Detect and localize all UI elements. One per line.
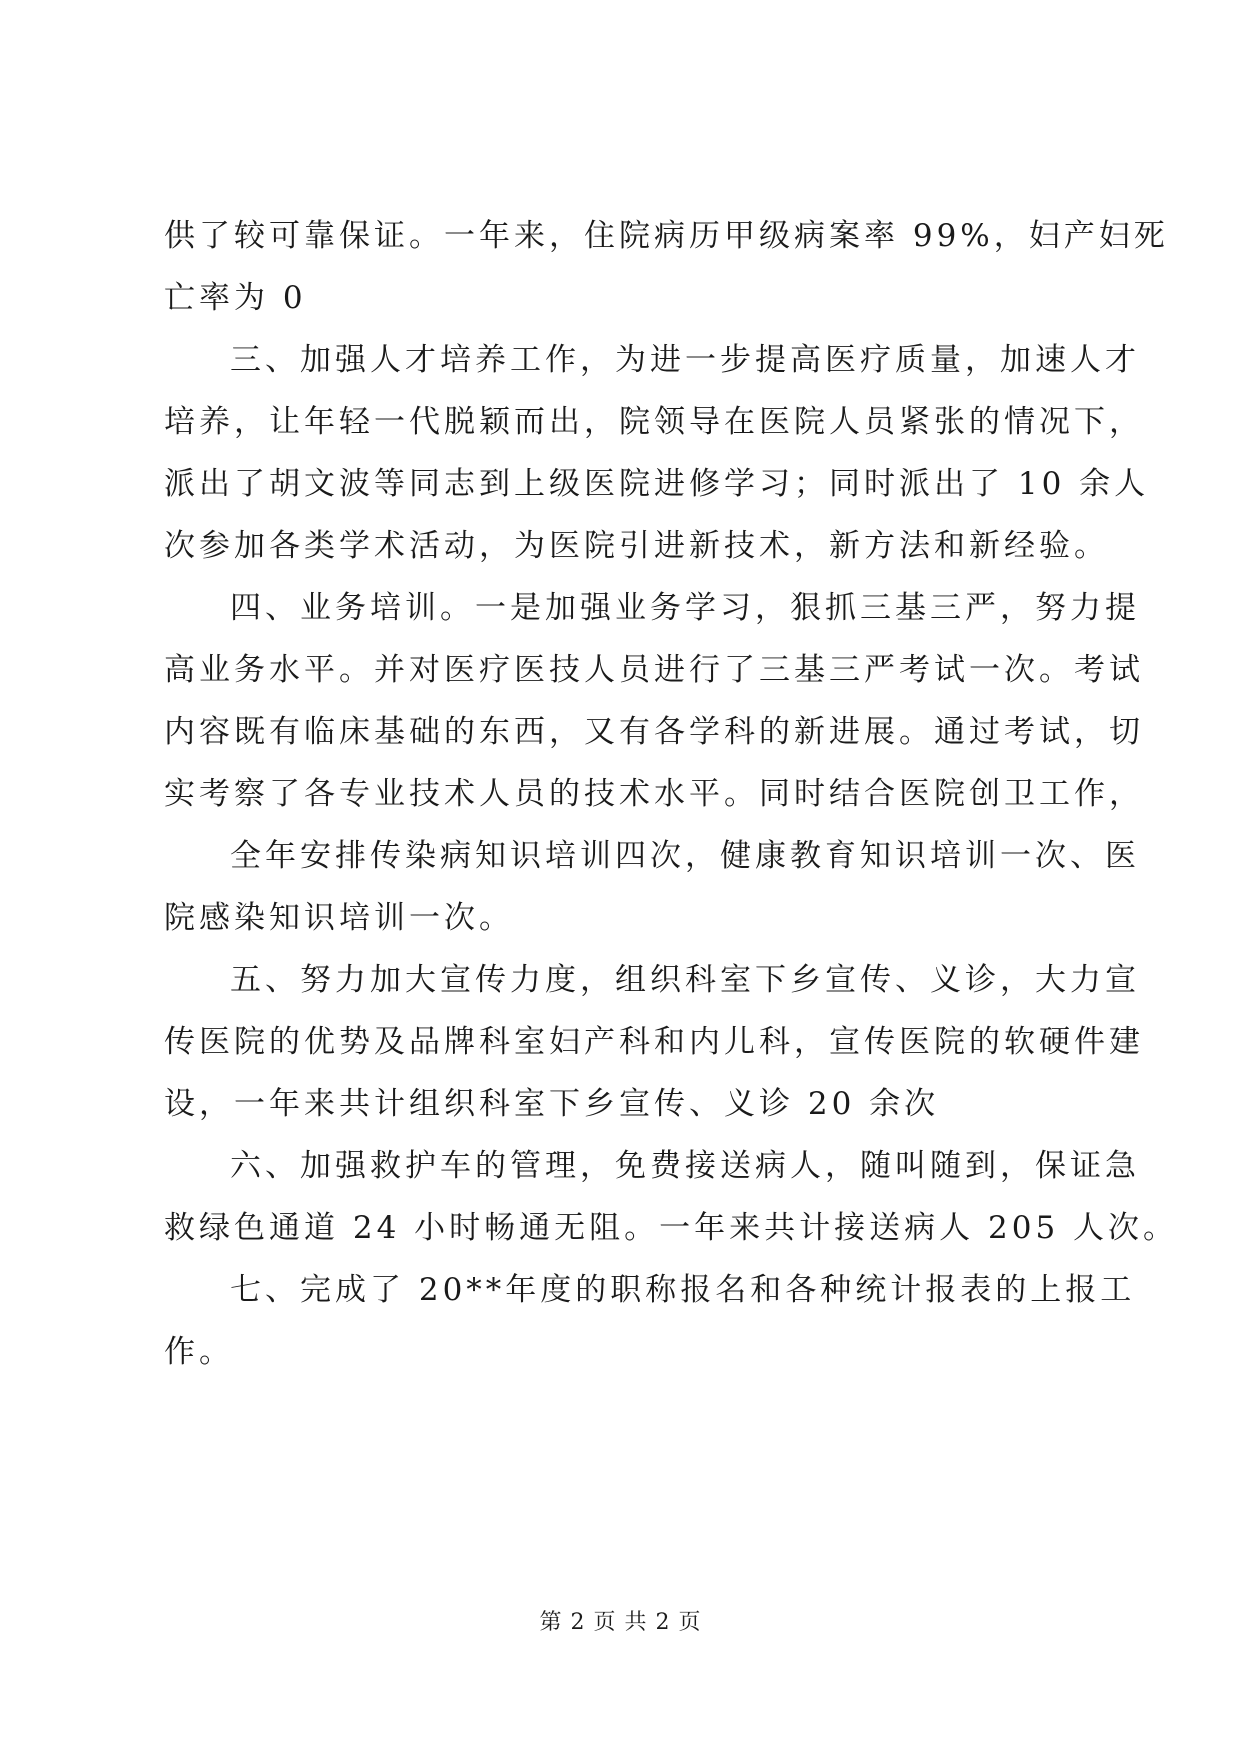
text-line: 亡率为 0 bbox=[164, 280, 307, 316]
text-line: 次参加各类学术活动，为医院引进新技术，新方法和新经验。 bbox=[164, 528, 1109, 564]
text-line: 供了较可靠保证。一年来，住院病历甲级病案率 99%，妇产妇死 bbox=[164, 218, 1169, 254]
text-line: 三、加强人才培养工作，为进一步提高医疗质量，加速人才 bbox=[230, 342, 1140, 378]
text-line: 内容既有临床基础的东西，又有各学科的新进展。通过考试，切 bbox=[164, 714, 1144, 750]
page-number-footer: 第 2 页 共 2 页 bbox=[539, 1610, 702, 1635]
text-line: 四、业务培训。一是加强业务学习，狠抓三基三严，努力提 bbox=[230, 590, 1140, 626]
text-line: 全年安排传染病知识培训四次，健康教育知识培训一次、医 bbox=[230, 838, 1140, 874]
text-line: 六、加强救护车的管理，免费接送病人，随叫随到，保证急 bbox=[230, 1148, 1140, 1184]
document-body bbox=[164, 205, 1179, 1383]
text-line: 高业务水平。并对医疗医技人员进行了三基三严考试一次。考试 bbox=[164, 652, 1144, 688]
text-line: 实考察了各专业技术人员的技术水平。同时结合医院创卫工作， bbox=[164, 776, 1144, 812]
text-line: 培养，让年轻一代脱颖而出，院领导在医院人员紧张的情况下， bbox=[164, 404, 1144, 440]
text-line: 设，一年来共计组织科室下乡宣传、义诊 20 余次 bbox=[164, 1086, 940, 1122]
text-line: 五、努力加大宣传力度，组织科室下乡宣传、义诊，大力宣 bbox=[230, 962, 1140, 998]
text-line: 作。 bbox=[164, 1334, 234, 1370]
text-line: 派出了胡文波等同志到上级医院进修学习；同时派出了 10 余人 bbox=[164, 466, 1150, 502]
text-line: 院感染知识培训一次。 bbox=[164, 900, 514, 936]
text-line: 七、完成了 20**年度的职称报名和各种统计报表的上报工 bbox=[230, 1272, 1136, 1308]
text-line: 救绿色通道 24 小时畅通无阻。一年来共计接送病人 205 人次。 bbox=[164, 1210, 1179, 1246]
text-line: 传医院的优势及品牌科室妇产科和内儿科，宣传医院的软硬件建 bbox=[164, 1024, 1144, 1060]
